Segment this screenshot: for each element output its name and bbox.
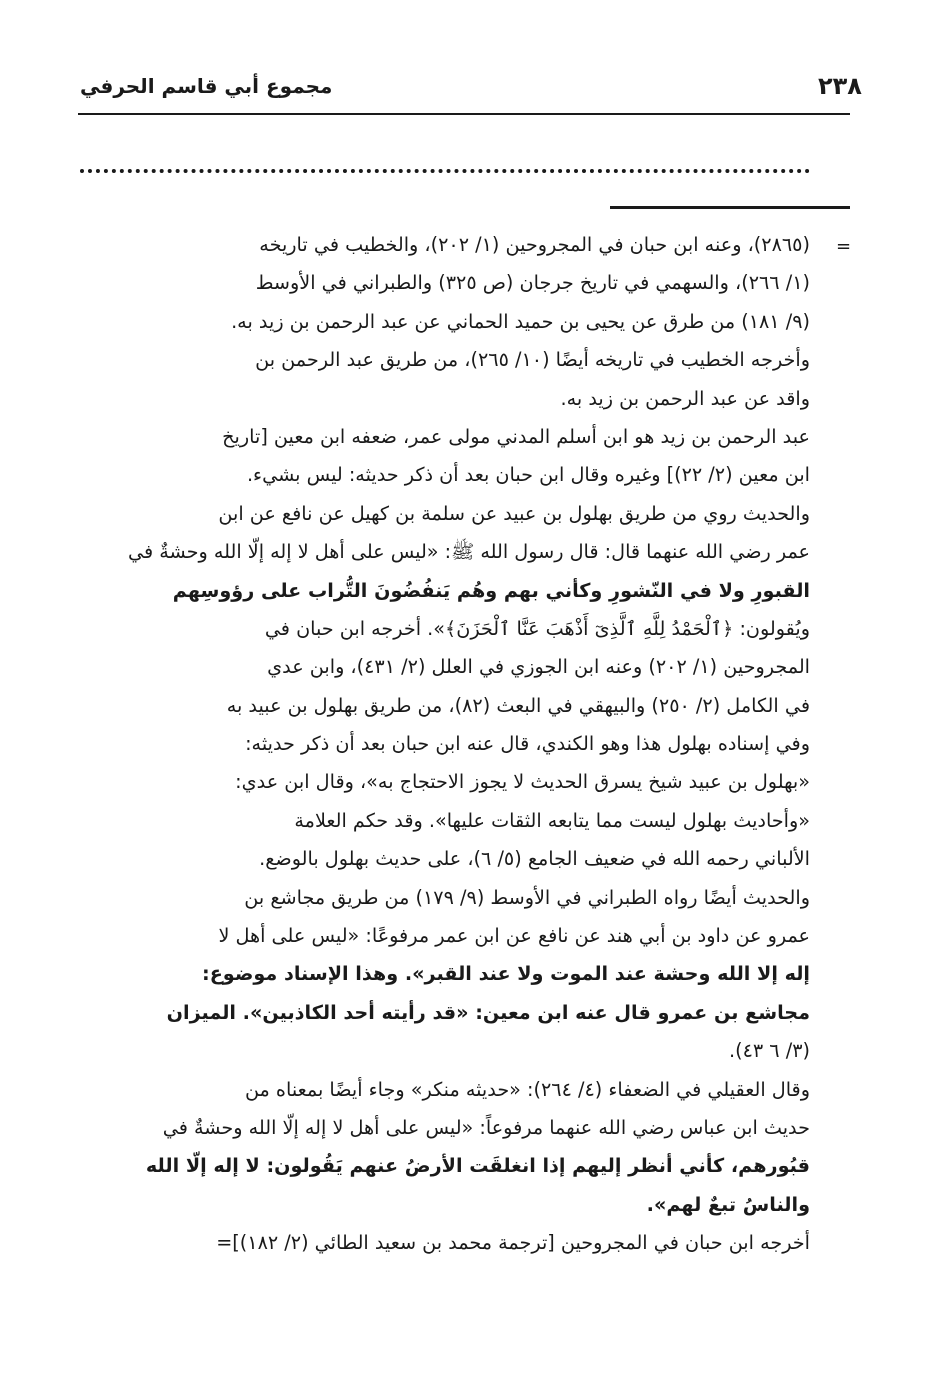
header-rule [78, 113, 850, 115]
text-line: مجاشع بن عمرو قال عنه ابن معين: «قد رأيته أحد الكاذبين». الميزان [166, 1000, 810, 1024]
text-line: والحديث روي من طريق بهلول بن عبيد عن سلمة بن كهيل عن نافع عن ابن [218, 501, 810, 525]
text-line: القبورِ ولا في النّشورِ وكأني بهم وهُم يَنفُضُونَ التُّراب على رؤوسِهم [172, 578, 810, 602]
footnote-rule [610, 206, 850, 209]
running-title: مجموع أبي قاسم الحرفي [80, 74, 333, 98]
text-line: الألباني رحمه الله في ضعيف الجامع (٥/ ٦)، على حديث بهلول بالوضع. [259, 847, 810, 871]
text-line: ويُقولون: ﴿ٱلْحَمْدُ لِلَّهِ ٱلَّذِىٓ أَذْهَبَ عَنَّا ٱلْحَزَنَ﴾». أخرجه ابن حبان في [264, 616, 810, 640]
text-line: وأخرجه الخطيب في تاريخه أيضًا (١٠/ ٢٦٥)، من طريق عبد الرحمن بن [255, 348, 810, 372]
text-line: وفي إسناده بهلول هذا وهو الكندي، قال عنه ابن حبان بعد أن ذكر حديثه: [245, 732, 810, 756]
text-line: عمر رضي الله عنهما قال: قال رسول الله ﷺ: «ليس على أهل لا إله إلّا الله وحشةٌ في [127, 540, 810, 564]
text-line: قبُورهم، كأني أنظر إليهم إذا انغلقَت الأرضُ عنهم يَقُولون: لا إله إلّا الله [145, 1154, 810, 1178]
footnote-text [78, 226, 810, 1263]
dotted-separator [80, 169, 810, 173]
continuation-mark: = [836, 236, 852, 257]
text-line: ابن معين (٢/ ٢٢)] وغيره وقال ابن حبان بعد أن ذكر حديثه: ليس بشيء. [246, 463, 810, 487]
text-line: «وأحاديث بهلول ليست مما يتابعه الثقات عليها». وقد حكم العلامة [294, 808, 810, 832]
page-number: ٢٣٨ [818, 72, 862, 100]
text-line: إله إلا الله وحشة عند الموت ولا عند القبر». وهذا الإسناد موضوع: [202, 962, 810, 986]
text-line: عمرو عن داود بن أبي هند عن نافع عن ابن عمر مرفوعًا: «ليس على أهل لا [218, 924, 810, 948]
text-line: (١/ ٢٦٦)، والسهمي في تاريخ جرجان (ص ٣٢٥) والطبراني في الأوسط [255, 271, 810, 295]
text-line: «بهلول بن عبيد شيخ يسرق الحديث لا يجوز الاحتجاج به»، وقال ابن عدي: [235, 770, 810, 794]
text-line: (٢٨٦٥)، وعنه ابن حبان في المجروحين (١/ ٢٠٢)، والخطيب في تاريخه [259, 233, 810, 256]
text-line: المجروحين (١/ ٢٠٢) وعنه ابن الجوزي في العلل (٢/ ٤٣١)، وابن عدي [267, 655, 810, 679]
text-line: وقال العقيلي في الضعفاء (٤/ ٢٦٤): «حديثه منكر» وجاء أيضًا بمعناه من [244, 1077, 810, 1101]
text-line: والحديث أيضًا رواه الطبراني في الأوسط (٩/ ١٧٩) من طريق مجاشع بن [244, 885, 810, 909]
text-line: عبد الرحمن بن زيد هو ابن أسلم المدني مولى عمر، ضعفه ابن معين [تاريخ [222, 424, 810, 448]
text-line: (٣/ ٦ ٤٣). [728, 1039, 810, 1063]
text-line: والناسُ تبعٌ لهم». [646, 1192, 810, 1216]
text-line: حديث ابن عباس رضي الله عنهما مرفوعاً: «ليس على أهل لا إله إلّا الله وحشةٌ في [162, 1115, 810, 1139]
text-line: أخرجه ابن حبان في المجروحين [ترجمة محمد بن سعيد الطائي (٢/ ١٨٢)]= [216, 1231, 810, 1255]
text-line: (٩/ ١٨١) من طرق عن يحيى بن حميد الحماني عن عبد الرحمن بن زيد به. [231, 309, 810, 333]
text-line: واقد عن عبد الرحمن بن زيد به. [560, 386, 810, 410]
text-line: في الكامل (٢/ ٢٥٠) والبيهقي في البعث (٨٢)، من طريق بهلول بن عبيد به [226, 693, 810, 717]
